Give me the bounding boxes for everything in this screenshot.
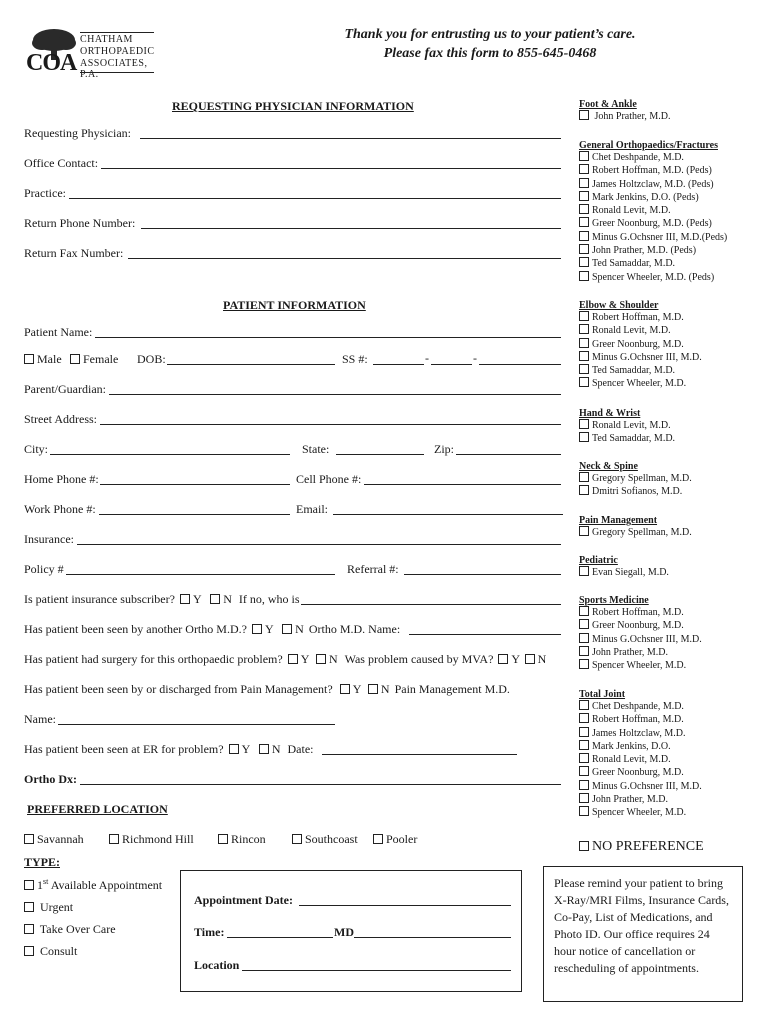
doctor-item[interactable]: Greer Noonburg, M.D. [579, 766, 764, 779]
pain-yes-checkbox[interactable] [340, 684, 350, 694]
doctor-item[interactable]: Ted Samaddar, M.D. [579, 432, 764, 445]
specialty-title: Total Joint [579, 689, 626, 700]
female-label: Female [83, 352, 119, 366]
doctor-checkbox[interactable] [579, 257, 589, 267]
logo-letters: COA [26, 50, 77, 76]
doctor-item[interactable]: Greer Noonburg, M.D. (Peds) [579, 217, 764, 230]
no-preference-label: NO PREFERENCE [592, 839, 704, 854]
office-contact-field[interactable] [101, 168, 561, 169]
er-no-checkbox[interactable] [259, 744, 269, 754]
type-title: TYPE: [24, 855, 60, 869]
no-preference-checkbox[interactable] [579, 841, 589, 851]
email-field[interactable] [333, 514, 563, 515]
other-ortho-no-checkbox[interactable] [282, 624, 292, 634]
subscriber-yes-label: Y [192, 592, 202, 606]
doctor-item[interactable]: Robert Hoffman, M.D. [579, 311, 764, 324]
location-pooler-label: Pooler [386, 832, 418, 846]
doctor-checkbox[interactable] [579, 780, 589, 790]
specialty-title: Pain Management [579, 515, 658, 526]
doctor-checkbox[interactable] [579, 231, 589, 241]
doctor-checkbox[interactable] [579, 311, 589, 321]
street-label: Street Address: [24, 412, 97, 426]
doctor-item[interactable]: John Prather, M.D. [579, 646, 764, 659]
specialty-title: Neck & Spine [579, 461, 638, 472]
logo-line1: CHATHAM [80, 34, 133, 45]
patient-name-field[interactable] [95, 337, 561, 338]
type-take-over-checkbox[interactable] [24, 924, 34, 934]
pain-no-checkbox[interactable] [368, 684, 378, 694]
doctor-checkbox[interactable] [579, 766, 589, 776]
street-field[interactable] [100, 424, 561, 425]
doctor-item[interactable]: Greer Noonburg, M.D. [579, 338, 764, 351]
location-rincon-checkbox[interactable] [218, 834, 228, 844]
pain-yes-label: Y [352, 682, 361, 696]
location-savannah-label: Savannah [37, 832, 84, 846]
appointment-md-field[interactable] [354, 937, 511, 938]
specialty-title: Sports Medicine [579, 595, 649, 606]
other-ortho-no-label: N [295, 622, 304, 636]
doctor-checkbox[interactable] [579, 633, 589, 643]
surgery-yes-label: Y [300, 652, 309, 666]
city-field[interactable] [50, 454, 290, 455]
office-contact-label: Office Contact: [24, 156, 99, 170]
location-savannah-checkbox[interactable] [24, 834, 34, 844]
doctor-checkbox[interactable] [579, 526, 589, 536]
home-phone-field[interactable] [100, 484, 290, 485]
doctor-item[interactable]: Ted Samaddar, M.D. [579, 257, 764, 270]
doctor-checkbox[interactable] [579, 191, 589, 201]
specialty-title: Elbow & Shoulder [579, 300, 659, 311]
appointment-location-label: Location [194, 958, 240, 972]
location-title: PREFERRED LOCATION [27, 802, 168, 816]
other-ortho-name-field[interactable] [409, 634, 561, 635]
ss-dash-1: - [425, 351, 429, 365]
doctor-item[interactable]: Ronald Levit, M.D. [579, 324, 764, 337]
appointment-box [180, 870, 522, 992]
subscriber-no-checkbox[interactable] [210, 594, 220, 604]
doctor-item[interactable]: Spencer Wheeler, M.D. [579, 806, 764, 819]
doctor-item[interactable]: Minus G.Ochsner III, M.D.(Peds) [579, 231, 764, 244]
doctor-item[interactable]: Ted Samaddar, M.D. [579, 364, 764, 377]
other-ortho-yes-label: Y [264, 622, 274, 636]
practice-label: Practice: [24, 186, 66, 200]
doctor-checkbox[interactable] [579, 364, 589, 374]
doctor-checkbox[interactable] [579, 713, 589, 723]
type-consult-label: Consult [40, 944, 78, 958]
logo-line3: ASSOCIATES, P.A. [80, 58, 148, 80]
doctor-item[interactable]: John Prather, M.D. [579, 110, 764, 123]
doctor-checkbox[interactable] [579, 324, 589, 334]
subscriber-yes-checkbox[interactable] [180, 594, 190, 604]
ortho-dx-label: Ortho Dx: [24, 772, 77, 786]
er-question: Has patient been seen at ER for problem? [24, 742, 224, 756]
doctor-checkbox[interactable] [579, 619, 589, 629]
doctor-checkbox[interactable] [579, 659, 589, 669]
cell-phone-label: Cell Phone #: [296, 472, 362, 486]
ss-label: SS #: [342, 352, 368, 366]
doctor-item[interactable]: Ronald Levit, M.D. [579, 753, 764, 766]
surgery-yes-checkbox[interactable] [288, 654, 298, 664]
work-phone-field[interactable] [99, 514, 290, 515]
surgery-no-label: N [328, 652, 338, 666]
referral-field[interactable] [404, 574, 561, 575]
doctor-item[interactable]: James Holtzclaw, M.D. (Peds) [579, 178, 764, 191]
type-first-available-label: Available Appointment [50, 878, 163, 892]
ss-field-2[interactable] [431, 364, 472, 365]
work-phone-label: Work Phone #: [24, 502, 96, 516]
doctor-checkbox[interactable] [579, 793, 589, 803]
referral-label: Referral #: [347, 562, 399, 576]
specialty-title: Foot & Ankle [579, 99, 637, 110]
zip-label: Zip: [434, 442, 454, 456]
location-southcoast-checkbox[interactable] [292, 834, 302, 844]
return-phone-field[interactable] [141, 228, 561, 229]
subscriber-tail: If no, who is [238, 592, 300, 606]
male-label: Male [37, 352, 62, 366]
specialty-title: General Orthopaedics/Fractures [579, 140, 718, 151]
location-richmond-hill-label: Richmond Hill [122, 832, 194, 846]
name2-field[interactable] [58, 724, 335, 725]
dob-label: DOB: [137, 352, 166, 366]
doctor-checkbox[interactable] [579, 806, 589, 816]
type-first-available-sup: st [43, 877, 49, 886]
mva-no-label: N [537, 652, 547, 666]
doctor-checkbox[interactable] [579, 727, 589, 737]
ss-field-3[interactable] [479, 364, 561, 365]
location-richmond-hill-checkbox[interactable] [109, 834, 119, 844]
subscriber-who-field[interactable] [301, 604, 561, 605]
doctor-checkbox[interactable] [579, 377, 589, 387]
zip-field[interactable] [456, 454, 561, 455]
mva-no-checkbox[interactable] [525, 654, 535, 664]
doctor-item[interactable]: John Prather, M.D. [579, 793, 764, 806]
specialty-title: Pediatric [579, 555, 618, 566]
doctor-checkbox[interactable] [579, 244, 589, 254]
doctor-item[interactable]: Robert Hoffman, M.D. (Peds) [579, 164, 764, 177]
er-no-label: N [271, 742, 281, 756]
header-fax: Please fax this form to 855-645-0468 [383, 46, 597, 61]
type-first-available-num: 1 [37, 878, 43, 892]
state-label: State: [302, 442, 330, 456]
doctor-item[interactable]: Gregory Spellman, M.D. [579, 472, 764, 485]
er-yes-checkbox[interactable] [229, 744, 239, 754]
doctor-item[interactable]: Minus G.Ochsner III, M.D. [579, 780, 764, 793]
doctor-item[interactable]: Spencer Wheeler, M.D. (Peds) [579, 271, 764, 284]
doctor-checkbox[interactable] [579, 432, 589, 442]
requesting-physician-field[interactable] [140, 138, 561, 139]
location-pooler-checkbox[interactable] [373, 834, 383, 844]
cell-phone-field[interactable] [364, 484, 561, 485]
doctor-checkbox[interactable] [579, 351, 589, 361]
doctor-item[interactable]: Minus G.Ochsner III, M.D. [579, 351, 764, 364]
header-thanks: Thank you for entrusting us to your patient’s care. [344, 27, 636, 42]
logo-line2: ORTHOPAEDIC [80, 46, 155, 57]
return-phone-label: Return Phone Number: [24, 216, 136, 230]
type-urgent-checkbox[interactable] [24, 902, 34, 912]
subscriber-question: Is patient insurance subscriber? [24, 592, 175, 606]
doctor-item[interactable]: Ronald Levit, M.D. [579, 204, 764, 217]
doctor-item[interactable]: Spencer Wheeler, M.D. [579, 659, 764, 672]
doctor-checkbox[interactable] [579, 178, 589, 188]
doctor-checkbox[interactable] [579, 740, 589, 750]
location-southcoast-label: Southcoast [305, 832, 358, 846]
pain-question: Has patient been seen by or discharged from Pain Management? [24, 682, 333, 696]
doctor-checkbox[interactable] [579, 753, 589, 763]
mva-question: Was problem caused by MVA? [344, 652, 494, 666]
appointment-location-field[interactable] [242, 970, 511, 971]
doctor-item[interactable]: Ronald Levit, M.D. [579, 419, 764, 432]
doctor-item[interactable]: Gregory Spellman, M.D. [579, 526, 764, 539]
appointment-md-label: MD [334, 925, 354, 939]
ss-dash-2: - [473, 351, 477, 365]
doctor-item[interactable]: Robert Hoffman, M.D. [579, 713, 764, 726]
doctor-checkbox[interactable] [579, 606, 589, 616]
doctor-item[interactable]: Mark Jenkins, D.O. (Peds) [579, 191, 764, 204]
doctor-checkbox[interactable] [579, 472, 589, 482]
doctor-item[interactable]: James Holtzclaw, M.D. [579, 727, 764, 740]
doctor-item[interactable]: Evan Siegall, M.D. [579, 566, 764, 579]
patient-title: PATIENT INFORMATION [223, 298, 366, 312]
doctor-checkbox[interactable] [579, 566, 589, 576]
doctor-checkbox[interactable] [579, 164, 589, 174]
insurance-field[interactable] [77, 544, 561, 545]
doctor-checkbox[interactable] [579, 204, 589, 214]
type-consult-checkbox[interactable] [24, 946, 34, 956]
er-date-label: Date: [287, 742, 314, 756]
type-urgent-label: Urgent [40, 900, 74, 914]
doctor-item[interactable]: John Prather, M.D. (Peds) [579, 244, 764, 257]
mva-yes-checkbox[interactable] [498, 654, 508, 664]
doctor-checkbox[interactable] [579, 419, 589, 429]
name2-label: Name: [24, 712, 56, 726]
policy-label: Policy # [24, 562, 64, 576]
doctor-checkbox[interactable] [579, 151, 589, 161]
doctor-checkbox[interactable] [579, 338, 589, 348]
appointment-time-label: Time: [194, 925, 225, 939]
logo [26, 28, 156, 80]
appointment-date-label: Appointment Date: [194, 893, 293, 907]
doctor-item[interactable]: Chet Deshpande, M.D. [579, 151, 764, 164]
pain-no-label: N [380, 682, 390, 696]
specialty-title: Hand & Wrist [579, 408, 641, 419]
ss-field-1[interactable] [373, 364, 424, 365]
doctor-item[interactable]: Dmitri Sofianos, M.D. [579, 485, 764, 498]
practice-field[interactable] [69, 198, 561, 199]
requesting-physician-label: Requesting Physician: [24, 126, 131, 140]
er-yes-label: Y [241, 742, 250, 756]
return-fax-label: Return Fax Number: [24, 246, 124, 260]
city-label: City: [24, 442, 49, 456]
surgery-question: Has patient had surgery for this orthopaedic problem? [24, 652, 283, 666]
state-field[interactable] [336, 454, 424, 455]
parent-label: Parent/Guardian: [24, 382, 106, 396]
type-take-over-label: Take Over Care [39, 922, 116, 936]
type-first-available-checkbox[interactable] [24, 880, 34, 890]
doctor-item[interactable]: Mark Jenkins, D.O. [579, 740, 764, 753]
male-checkbox[interactable] [24, 354, 34, 364]
other-ortho-tail: Ortho M.D. Name: [308, 622, 401, 636]
location-rincon-label: Rincon [231, 832, 266, 846]
doctor-checkbox[interactable] [579, 110, 589, 120]
ortho-dx-field[interactable] [80, 784, 561, 785]
subscriber-no-label: N [223, 592, 232, 606]
doctor-item[interactable]: Robert Hoffman, M.D. [579, 606, 764, 619]
doctor-item[interactable]: Greer Noonburg, M.D. [579, 619, 764, 632]
doctor-checkbox[interactable] [579, 485, 589, 495]
dob-field[interactable] [167, 364, 335, 365]
policy-field[interactable] [66, 574, 335, 575]
doctor-checkbox[interactable] [579, 217, 589, 227]
parent-field[interactable] [109, 394, 561, 395]
doctor-checkbox[interactable] [579, 700, 589, 710]
surgery-no-checkbox[interactable] [316, 654, 326, 664]
reminder-box [543, 866, 743, 1002]
doctor-item[interactable]: Chet Deshpande, M.D. [579, 700, 764, 713]
er-date-field[interactable] [322, 754, 517, 755]
return-fax-field[interactable] [128, 258, 561, 259]
doctor-checkbox[interactable] [579, 271, 589, 281]
appointment-time-field[interactable] [227, 937, 333, 938]
other-ortho-yes-checkbox[interactable] [252, 624, 262, 634]
pain-tail: Pain Management M.D. [394, 682, 510, 696]
reminder-text: Please remind your patient to bring X-Ray/MRI Films, Insurance Cards, Co-Pay, List of Medications, and Photo ID. Our office requires 24 hour notice of cancellation or rescheduling of appointments. [554, 876, 729, 975]
appointment-date-field[interactable] [299, 905, 511, 906]
requesting-title: REQUESTING PHYSICIAN INFORMATION [172, 99, 414, 113]
insurance-label: Insurance: [24, 532, 74, 546]
doctor-item[interactable]: Spencer Wheeler, M.D. [579, 377, 764, 390]
doctor-item[interactable]: Minus G.Ochsner III, M.D. [579, 633, 764, 646]
mva-yes-label: Y [511, 652, 520, 666]
home-phone-label: Home Phone #: [24, 472, 99, 486]
doctor-checkbox[interactable] [579, 646, 589, 656]
female-checkbox[interactable] [70, 354, 80, 364]
patient-name-label: Patient Name: [24, 325, 93, 339]
email-label: Email: [296, 502, 328, 516]
other-ortho-question: Has patient been seen by another Ortho M.D.? [24, 622, 247, 636]
